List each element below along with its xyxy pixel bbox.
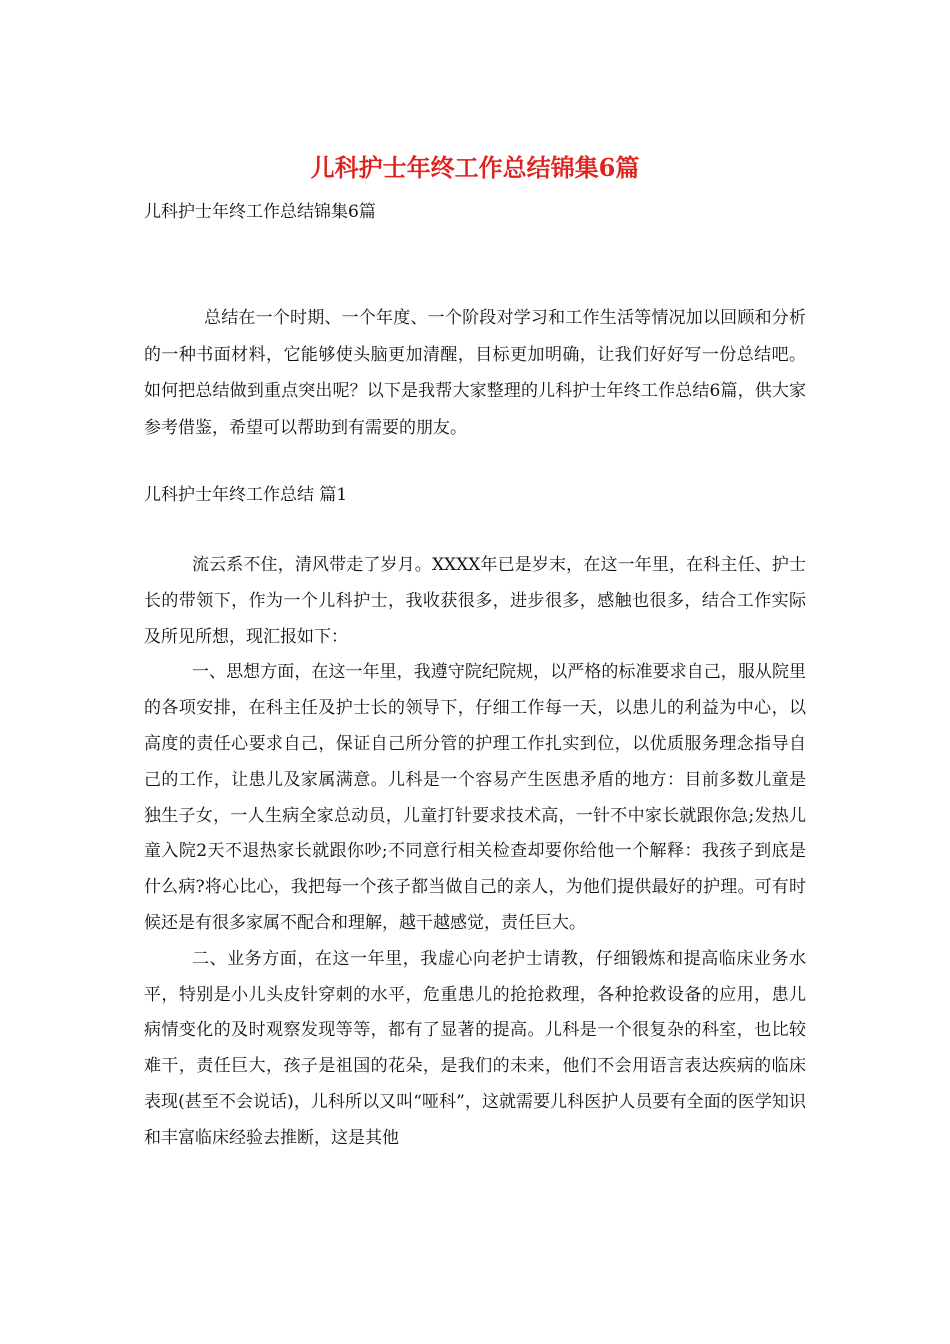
body-paragraph: 二、业务方面，在这一年里，我虚心向老护士请教，仔细锻炼和提高临床业务水平，特别是小儿头皮针穿刺的水平，危重患儿的抢抢救理，各种抢救设备的应用，患儿病情变化的及时观察发现等等，都有了显著的提高。儿科是一个很复杂的科室，也比较难干，责任巨大，孩子是祖国的花朵，是我们的未来，他们不会用语言表达疾病的临床表现(甚至不会说话)，儿科所以又叫“哑科”，这就需要儿科医护人员要有全面的医学知识和丰富临床经验去推断，这是其他 bbox=[144, 948, 806, 1148]
section-body bbox=[144, 548, 806, 1157]
body-paragraph: 流云系不住，清风带走了岁月。XXXX年已是岁末，在这一年里，在科主任、护士长的带领下，作为一个儿科护士，我收获很多，进步很多，感触也很多，结合工作实际及所见所想，现汇报如下： bbox=[144, 555, 806, 647]
document-subtitle: 儿科护士年终工作总结锦集6篇 bbox=[144, 202, 376, 222]
intro-paragraph: 总结在一个时期、一个年度、一个阶段对学习和工作生活等情况加以回顾和分析的一种书面材料，它能够使头脑更加清醒，目标更加明确，让我们好好写一份总结吧。如何把总结做到重点突出呢？以下是我帮大家整理的儿科护士年终工作总结6篇，供大家参考借鉴，希望可以帮助到有需要的朋友。 bbox=[144, 308, 806, 438]
section-heading: 儿科护士年终工作总结 篇1 bbox=[144, 485, 348, 505]
body-paragraph: 一、思想方面，在这一年里，我遵守院纪院规，以严格的标准要求自己，服从院里的各项安排，在科主任及护士长的领导下，仔细工作每一天，以患儿的利益为中心，以高度的责任心要求自己，保证自己所分管的护理工作扎实到位，以优质服务理念指导自己的工作，让患儿及家属满意。儿科是一个容易产生医患矛盾的地方：目前多数儿童是独生子女，一人生病全家总动员，儿童打针要求技术高，一针不中家长就跟你急;发热儿童入院2天不退热家长就跟你吵;不同意行相关检查却要你给他一个解释：我孩子到底是什么病?将心比心，我把每一个孩子都当做自己的亲人，为他们提供最好的护理。可有时候还是有很多家属不配合和理解，越干越感觉，责任巨大。 bbox=[144, 662, 806, 933]
document-title: 儿科护士年终工作总结锦集6篇 bbox=[310, 153, 640, 182]
